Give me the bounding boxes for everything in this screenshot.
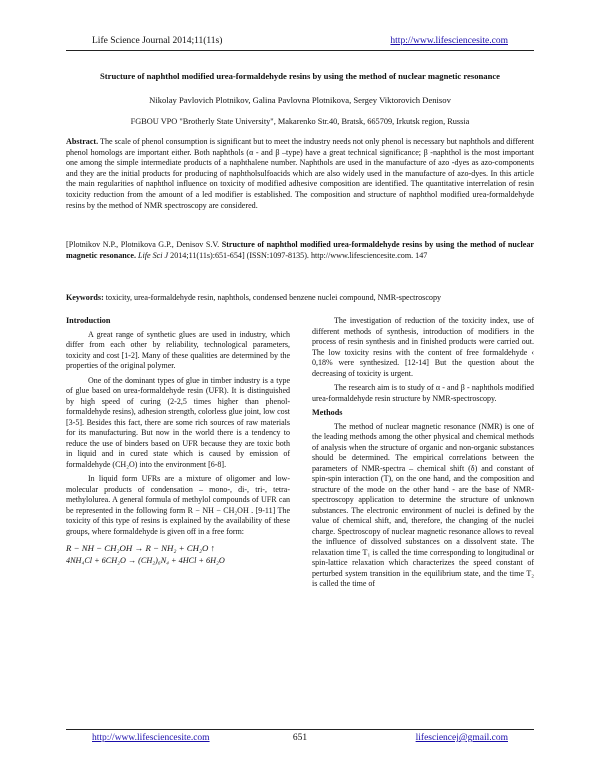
paragraph: One of the dominant types of glue in timber industry is a type of glue based on urea-formaldehyde resin (UFR). It is distinguished by high speed of curing (2-2,5 times higher than phenol-formaldehyde resins), adhesion strength, colorless glue joint, low cost [3-5]. Besides this fact, there are some rich sources of raw materials for its manufacturing. But now in the world there is a tendency to reduce the use of binders based on UFR because they are toxic both in liquid and in cured state which is caused by emission of formaldehyde (CH₂O) into the environment [6-8]. — [66, 375, 290, 469]
footer-email-link[interactable]: lifesciencej@gmail.com — [415, 733, 508, 743]
abstract-text: The scale of phenol consumption is significant but to meet the industry needs not only phenol is necessary but naphthols and different phenol homologs are important either. Both naphthols (α - and β –type) have a great technical significance; β -naphthol is the most important one among the simple intermediate products of a naphthalene number. Naphthols are used in the manufacture of azo -dyes as azo-components and they are the initial products for producing of naphtholsulfoacids which are also widely used in the manufacture of azo-dyes. In this article the main regularities of naphthol influence on toxicity of modified adhesive composition are identified. The quantitative interrelation of resin toxicity reduction from the amount of a led modifier is established. The composition and structure of naphthol modified urea-formaldehyde resins by the method of NMR spectroscopy are considered. — [66, 137, 534, 210]
citation-authors: [Plotnikov N.P., Plotnikova G.P., Denisov S.V. — [66, 240, 222, 249]
abstract — [66, 137, 534, 211]
affiliation: FGBOU VPO "Brotherly State University", Makarenko Str.40, Bratsk, 665709, Irkutsk region, Russia — [130, 117, 470, 126]
citation-title: Structure of naphthol modified urea-formaldehyde resins by using the method of nuclear magnetic resonance. — [66, 240, 534, 260]
introduction-heading: Introduction — [66, 316, 111, 325]
formula-equation-2: 4NH₄Cl + 6CH₂O → (CH₂)₆N₄ + 4HCl + 6H₂O — [66, 555, 225, 565]
keywords-text: toxicity, urea-formaldehyde resin, naphthols, condensed benzene nuclei compound, NMR-spectroscopy — [103, 293, 442, 302]
authors: Nikolay Pavlovich Plotnikov, Galina Pavlovna Plotnikova, Sergey Viktorovich Denisov — [149, 95, 451, 105]
citation-rest: 2014;11(11s):651-654] (ISSN:1097-8135). http://www.lifesciencesite.com. 147 — [170, 250, 428, 260]
keywords — [66, 293, 534, 302]
running-header — [66, 36, 534, 50]
paper-title: Structure of naphthol modified urea-formaldehyde resins by using the method of nuclear magnetic resonance — [99, 71, 500, 81]
page-number: 651 — [292, 733, 308, 743]
citation-journal: Life Sci J — [135, 250, 171, 260]
paragraph: In liquid form UFRs are a mixture of oligomer and low-molecular products of condensation – mono-, di-, tri-, tetra- methylolurea. A general formula of methylol compounds of UFR can be represented in the following form R − NH − CH₂OH . [9-11] The toxicity of this type of resins is explained by the availability of these groups, where formaldehyde is given off in a free form: — [66, 474, 290, 536]
methods-heading: Methods — [312, 408, 343, 417]
citation — [66, 240, 534, 261]
paragraph: The research aim is to study of α - and β - naphthols modified urea-formaldehyde resin structure by NMR-spectroscopy. — [312, 383, 534, 403]
paragraph: The investigation of reduction of the toxicity index, use of different methods of synthesis, introduction of modifiers in the process of resin synthesis and in finished products were carried out. The low toxicity resins with the content of free formaldehyde ‹ 0,18% were synthesized. [12-14] But the question about the decreasing of toxicity is urgent. — [312, 316, 534, 378]
left-column — [66, 316, 290, 566]
header-url-link[interactable]: http://www.lifesciencesite.com — [390, 36, 508, 46]
journal-name: Life Science Journal 2014;11(11s) — [92, 36, 223, 46]
paragraph: A great range of synthetic glues are used in industry, which differ from each other by reliability, technological parameters, toxicity and cost [1-2]. Many of these qualities are determined by the properties of the original polymer. — [66, 329, 290, 370]
formula-equation-1: R − NH − CH₂OH → R − NH₂ + CH₂O ↑ — [66, 543, 215, 553]
abstract-label: Abstract. — [66, 137, 99, 146]
right-column — [312, 316, 534, 594]
keywords-label: Keywords: — [66, 293, 104, 302]
header-rule — [66, 50, 534, 51]
footer-url-link[interactable]: http://www.lifesciencesite.com — [92, 733, 210, 743]
footer-rule — [66, 729, 534, 730]
page-footer — [66, 733, 534, 747]
paragraph: The method of nuclear magnetic resonance (NMR) is one of the leading methods among the other physical and chemical methods of analysis when the structure of organic and non-organic substances should be determined. The empirical correlations between the parameters of NMR-spectra – chemical shift (δ) and constant of spin-spin interaction (T), on the one hand, and the composition and structure of the mode on the other hand - are the base of NMR-spectroscopy application to determine the structure of unknown substances. The electronic environment of nuclei is defined by the value of chemical shift, and, therefore, the changing of the nuclei charge. Spectroscopy of nuclear magnetic resonance allows to reveal the influence of dissolved substances on a dissolvent state. The relaxation time T₁ is called the time corresponding to longitudinal or spin-lattice relaxation which characterizes the speed constant of perturbed system transition in the equilibrium state, and the time T₂ is called the time of — [312, 421, 534, 588]
